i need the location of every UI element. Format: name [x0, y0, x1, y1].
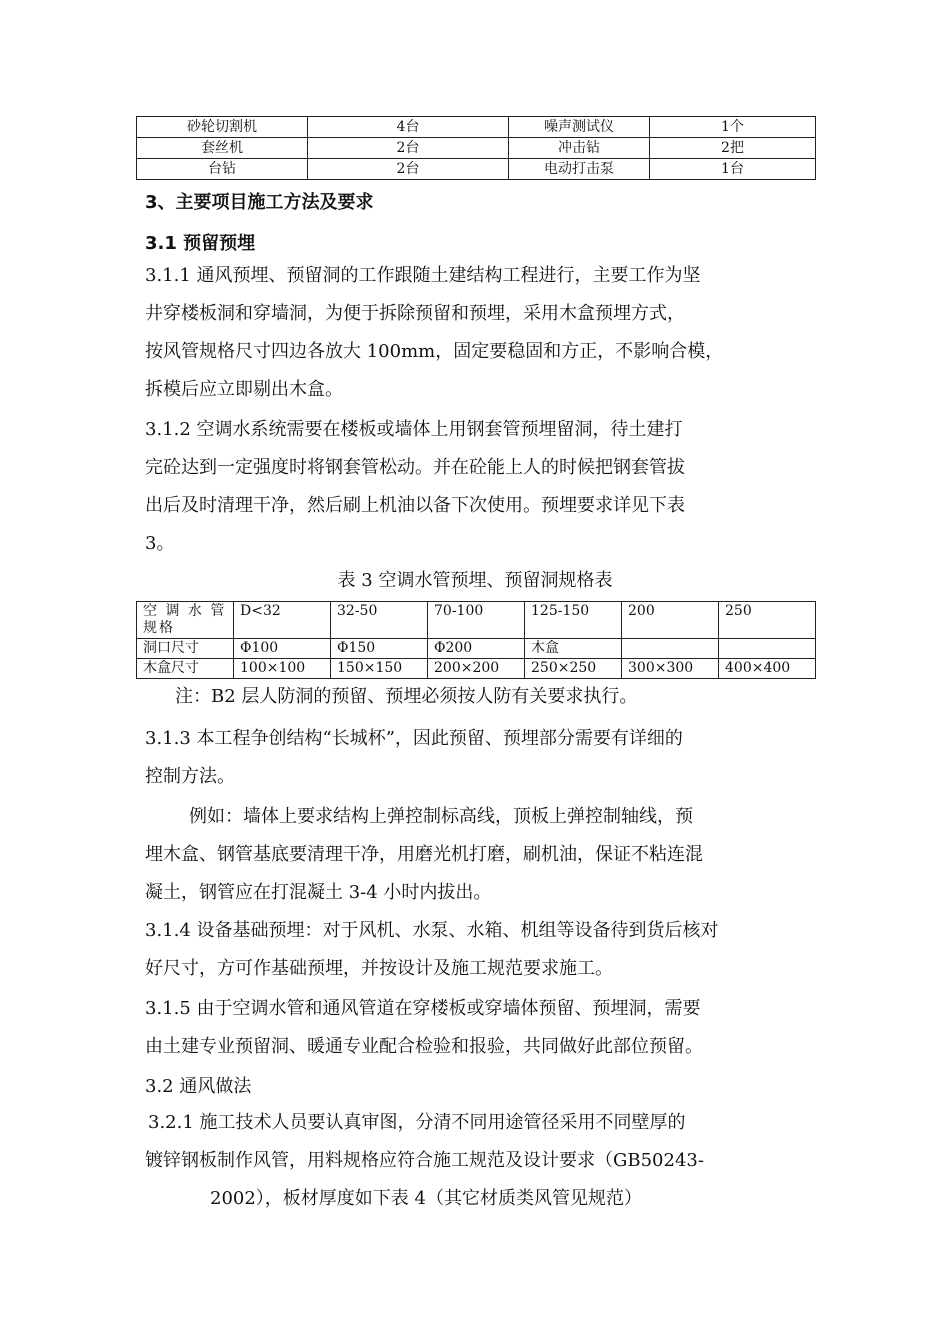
table-note: 注：B2 层人防洞的预留、预埋必须按人防有关要求执行。: [175, 686, 638, 707]
equipment-table: [136, 116, 816, 180]
text-line: 3.1.1 通风预埋、预留洞的工作跟随土建结构工程进行，主要工作为坚: [145, 265, 701, 286]
table-header-cell: 空 调 水 管 规格: [137, 602, 234, 639]
paragraph-3-1-3: [145, 720, 815, 796]
table-header-cell: 200: [622, 602, 719, 639]
text-line: 出后及时清理干净，然后刷上机油以备下次使用。预埋要求详见下表: [145, 495, 685, 516]
table-row: [137, 602, 816, 639]
text-line: 3.1.2 空调水系统需要在楼板或墙体上用钢套管预埋留洞，待土建打: [145, 419, 683, 440]
table-cell: 套丝机: [137, 138, 308, 159]
table-cell: 200×200: [428, 659, 525, 679]
text-line: 镀锌钢板制作风管，用料规格应符合施工规范及设计要求（GB50243-: [145, 1150, 704, 1171]
paragraph-example: [145, 798, 815, 912]
table-row: [137, 138, 816, 159]
subsection-heading-3-2: 3.2 通风做法: [145, 1076, 252, 1097]
text-line: 3.1.5 由于空调水管和通风管道在穿楼板或穿墙体预留、预埋洞，需要: [145, 998, 701, 1019]
text-line: 3.2.1 施工技术人员要认真审图，分清不同用途管径采用不同壁厚的: [148, 1112, 686, 1133]
table-cell: 台钻: [137, 159, 308, 180]
text-line: 3.1.3 本工程争创结构“长城杯”，因此预留、预埋部分需要有详细的: [145, 728, 683, 749]
table-cell: 2台: [308, 138, 509, 159]
table-cell: [719, 639, 816, 659]
table-cell: Φ150: [331, 639, 428, 659]
text-line: 好尺寸，方可作基础预埋，并按设计及施工规范要求施工。: [145, 958, 613, 979]
text-line: 按风管规格尺寸四边各放大 100mm，固定要稳固和方正，不影响合模，: [145, 341, 724, 362]
table-header-cell: 250: [719, 602, 816, 639]
paragraph-3-1-4: [145, 912, 815, 988]
table-cell: [622, 639, 719, 659]
text-line: 由土建专业预留洞、暖通专业配合检验和报验，共同做好此部位预留。: [145, 1036, 703, 1057]
table-header-cell: 70-100: [428, 602, 525, 639]
text-line: 井穿楼板洞和穿墙洞，为便于拆除预留和预埋，采用木盒预埋方式，: [145, 303, 685, 324]
paragraph-3-1-2: [145, 411, 815, 563]
table-cell: 100×100: [234, 659, 331, 679]
text-line: 控制方法。: [145, 766, 235, 787]
table-cell: Φ200: [428, 639, 525, 659]
table-cell: 木盒: [525, 639, 622, 659]
text-line: 凝土，钢管应在打混凝土 3-4 小时内拔出。: [145, 882, 492, 903]
text-line: 完砼达到一定强度时将钢套管松动。并在砼能上人的时候把钢套管拔: [145, 457, 685, 478]
paragraph-3-2-1: [145, 1104, 818, 1218]
section-heading: 3、主要项目施工方法及要求: [145, 192, 374, 213]
table-cell: 150×150: [331, 659, 428, 679]
table-cell: 2台: [308, 159, 509, 180]
table-cell: 冲击钻: [509, 138, 650, 159]
table-header-cell: 32-50: [331, 602, 428, 639]
table-row: [137, 639, 816, 659]
table-3-caption: 表 3 空调水管预埋、预留洞规格表: [337, 570, 613, 591]
subsection-heading-3-1: 3.1 预留预埋: [145, 233, 256, 254]
table-cell: Φ100: [234, 639, 331, 659]
table-row: [137, 659, 816, 679]
text-line: 3.1.4 设备基础预埋：对于风机、水泵、水箱、机组等设备待到货后核对: [145, 920, 719, 941]
text-line: 3。: [145, 533, 175, 554]
text-line: 拆模后应立即剔出木盒。: [145, 379, 343, 400]
table-cell: 木盒尺寸: [137, 659, 234, 679]
table-cell: 电动打击泵: [509, 159, 650, 180]
table-cell: 1个: [650, 117, 816, 138]
table-cell: 噪声测试仪: [509, 117, 650, 138]
pipe-spec-table: [136, 601, 816, 679]
text-line: 埋木盒、钢管基底要清理干净，用磨光机打磨，刷机油，保证不粘连混: [145, 844, 703, 865]
text-line: 2002），板材厚度如下表 4（其它材质类风管见规范）: [210, 1188, 642, 1209]
text-line: 例如：墙体上要求结构上弹控制标高线，顶板上弹控制轴线，预: [189, 806, 693, 827]
table-cell: 洞口尺寸: [137, 639, 234, 659]
paragraph-3-1-1: [145, 257, 815, 409]
table-cell: 砂轮切割机: [137, 117, 308, 138]
table-cell: 250×250: [525, 659, 622, 679]
table-cell: 400×400: [719, 659, 816, 679]
table-cell: 4台: [308, 117, 509, 138]
table-row: [137, 117, 816, 138]
table-header-cell: D<32: [234, 602, 331, 639]
table-cell: 1台: [650, 159, 816, 180]
table-row: [137, 159, 816, 180]
table-cell: 2把: [650, 138, 816, 159]
table-header-cell: 125-150: [525, 602, 622, 639]
table-cell: 300×300: [622, 659, 719, 679]
paragraph-3-1-5: [145, 990, 815, 1066]
